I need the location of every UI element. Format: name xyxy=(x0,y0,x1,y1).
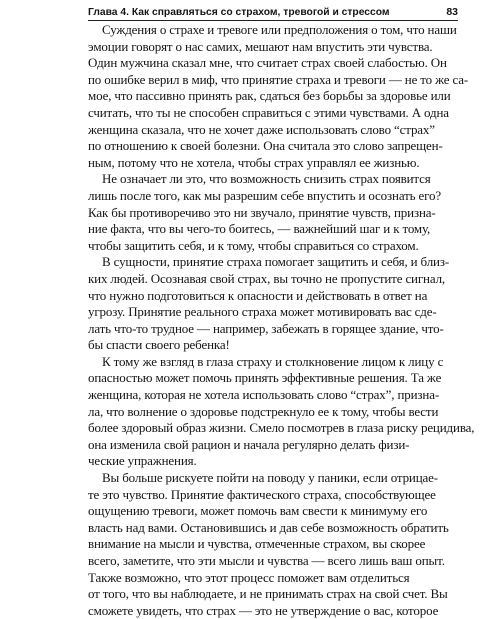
text-line: бы спасти своего ребенка! xyxy=(88,337,230,353)
text-line: по ошибке верил в миф, что принятие страха и тревоги — не то же са- xyxy=(88,71,469,87)
chapter-title: Глава 4. Как справляться со страхом, тревогой и стрессом xyxy=(88,7,390,18)
text-line: В сущности, принятие страха помогает защитить и себя, и близ- xyxy=(102,254,449,270)
paragraph xyxy=(88,353,475,470)
text-line: Как бы противоречиво это ни звучало, принятие чувств, призна- xyxy=(88,204,436,220)
text-line: от того, что вы наблюдаете, и не принимать страх на свой счет. Вы xyxy=(88,586,448,602)
text-line: ние факта, что вы чего-то боитесь, — важнейший шаг и к тому, xyxy=(88,221,431,237)
text-line: внимание на мысли и чувства, отмеченные страхом, вы скорее xyxy=(88,536,426,552)
text-line: угрозу. Принятие реального страха может мотивировать вас сде- xyxy=(88,304,437,320)
text-line: что нужно подготовиться к опасности и действовать в ответ на xyxy=(88,287,428,303)
text-line: Вы больше рискуете пойти на поводу у паники, если отрицае- xyxy=(102,470,438,486)
text-line: женщина сказала, что не хочет даже использовать слово “страх” xyxy=(88,121,435,137)
text-line: власть над вами. Остановившись и дав себе возможность обратить xyxy=(88,519,449,535)
text-line: лишь после того, как мы разрешим себе впустить и осознать его? xyxy=(88,187,441,203)
page-number: 83 xyxy=(446,6,458,18)
running-header xyxy=(88,6,458,21)
body-text xyxy=(88,22,475,619)
paragraph xyxy=(88,254,458,354)
text-line: ческие упражнения. xyxy=(88,453,197,469)
text-line: ощущению тревоги, может помочь вам свести к минимуму его xyxy=(88,503,428,519)
text-line: эмоции говорят о нас самих, мешают нам впустить эти чувства. xyxy=(88,38,433,54)
text-line: Суждения о страхе и тревоге или предположения о том, что наши xyxy=(102,22,457,37)
text-line: Не означает ли это, что возможность снизить страх появится xyxy=(102,171,431,187)
text-line: сможете увидеть, что страх — это не утверждение о вас, которое xyxy=(88,602,439,618)
text-line: опасностью может помочь принять эффективные решения. Та же xyxy=(88,370,442,386)
text-line: ным, потому что не хотела, чтобы страх управлял ее жизнью. xyxy=(88,154,420,170)
text-line: всего, заметите, что эти мысли и чувства — всего лишь ваш опыт. xyxy=(88,553,445,568)
text-line: ких людей. Осознавая свой страх, вы точно не пропустите сигнал, xyxy=(88,270,446,286)
text-line: лать что-то трудное — например, забежать в горящее здание, что- xyxy=(88,320,444,336)
paragraph xyxy=(88,171,458,254)
paragraph xyxy=(88,470,458,619)
text-line: Также возможно, что этот процесс поможет вам отделиться xyxy=(88,569,410,585)
text-line: она изменила свой рацион и начала регулярно делать физи- xyxy=(88,436,410,452)
text-line: считать, что ты не способен справиться с этими чувствами. А одна xyxy=(88,104,449,120)
paragraph xyxy=(88,22,469,171)
text-line: те это чувство. Принятие фактического страха, способствующее xyxy=(88,486,436,502)
text-line: Один мужчина сказал мне, что считает страх своей слабостью. Он xyxy=(88,55,447,71)
text-line: по отношению к своей болезни. Она считала это слово запрещен- xyxy=(88,138,443,154)
text-line: чтобы защитить себя, и к тому, чтобы справиться со страхом. xyxy=(88,237,419,253)
header-rule xyxy=(88,20,458,21)
text-line: женщина, которая не хотела использовать слово “страх”, призна- xyxy=(88,387,440,403)
text-line: мое, что пассивно принять рак, сдаться без борьбы за здоровье или xyxy=(88,88,451,104)
text-line: более здоровый образ жизни. Смело посмотрев в глаза риску рецидива, xyxy=(88,420,475,436)
text-line: К тому же взгляд в глаза страху и столкновение лицом к лицу с xyxy=(102,353,444,369)
text-line: ла, что волнение о здоровье подстрекнуло ее к тому, чтобы вести xyxy=(88,403,439,419)
